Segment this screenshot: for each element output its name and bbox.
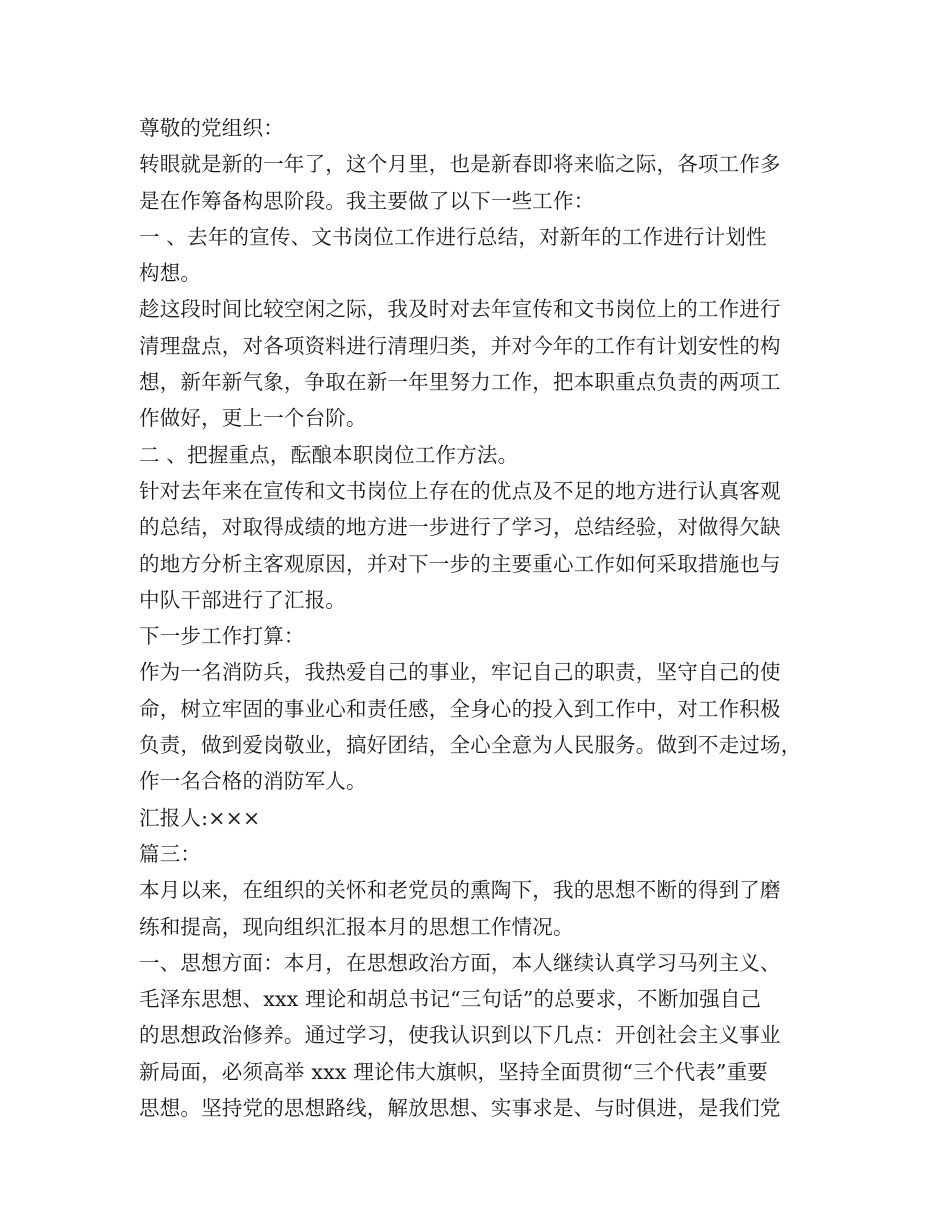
text-line: 思想。坚持党的思想路线，解放思想、实事求是、与时俱进，是我们党 (139, 1096, 781, 1121)
text-line: 中队干部进行了汇报。 (139, 587, 346, 612)
text-line: 的总结，对取得成绩的地方进一步进行了学习，总结经验，对做得欠缺 (139, 515, 781, 540)
section-heading-2: 二 、把握重点，酝酿本职岗位工作方法。 (139, 442, 519, 467)
text-line: 本月以来，在组织的关怀和老党员的熏陶下，我的思想不断的得到了磨 (139, 878, 781, 903)
text-line: 新局面，必须高举 xxx 理论伟大旗帜，坚持全面贯彻“三个代表”重要 (139, 1059, 768, 1084)
text-line: 作一名合格的消防军人。 (139, 769, 367, 794)
text-line: 转眼就是新的一年了，这个月里，也是新春即将来临之际，各项工作多 (139, 152, 781, 177)
chapter-heading: 篇三： (139, 841, 202, 866)
text-line: 练和提高，现向组织汇报本月的思想工作情况。 (139, 914, 574, 939)
text-line: 毛泽东思想、xxx 理论和胡总书记“三句话”的总要求，不断加强自己 (139, 987, 762, 1012)
text-line: 的地方分析主客观原因，并对下一步的主要重心工作如何采取措施也与 (139, 551, 781, 576)
text-line: 作做好，更上一个台阶。 (139, 406, 367, 431)
text-line: 清理盘点，对各项资料进行清理归类，并对今年的工作有计划安性的构 (139, 333, 781, 358)
reporter-signature: 汇报人:××× (139, 805, 261, 830)
text-line: 针对去年来在宣传和文书岗位上存在的优点及不足的地方进行认真客观 (139, 478, 781, 503)
section-heading-1-cont: 构想。 (139, 261, 202, 286)
text-line: 作为一名消防兵，我热爱自己的事业，牢记自己的职责，坚守自己的使 (139, 660, 781, 685)
text-line: 趁这段时间比较空闲之际，我及时对去年宣传和文书岗位上的工作进行 (139, 297, 781, 322)
document-body (139, 110, 839, 1126)
text-line: 一、思想方面：本月，在思想政治方面，本人继续认真学习马列主义、 (139, 950, 781, 975)
text-line: 想，新年新气象，争取在新一年里努力工作，把本职重点负责的两项工 (139, 370, 781, 395)
text-line: 命，树立牢固的事业心和责任感，全身心的投入到工作中，对工作积极 (139, 696, 781, 721)
text-line: 负责，做到爱岗敬业，搞好团结，全心全意为人民服务。做到不走过场， (139, 733, 802, 758)
text-line: 是在作筹备构思阶段。我主要做了以下一些工作： (139, 188, 595, 213)
text-line: 的思想政治修养。通过学习，使我认识到以下几点：开创社会主义事业 (139, 1023, 781, 1048)
plan-heading: 下一步工作打算： (139, 624, 305, 649)
salutation-line: 尊敬的党组织： (139, 116, 284, 140)
section-heading-1: 一 、去年的宣传、文书岗位工作进行总结，对新年的工作进行计划性 (139, 224, 767, 249)
